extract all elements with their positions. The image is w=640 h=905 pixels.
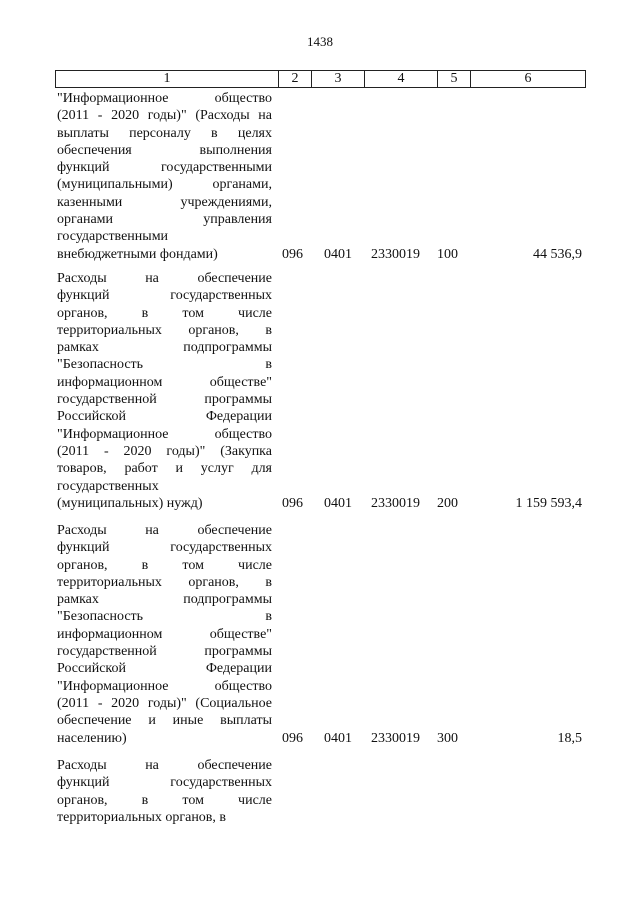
description-line: государственных	[57, 478, 159, 494]
row-description	[57, 90, 272, 263]
description-line: товаров, работ и услуг для	[57, 461, 272, 477]
cell-c3: 0401	[324, 246, 352, 262]
table-row	[57, 757, 587, 826]
row-description	[57, 522, 272, 747]
table-row	[57, 90, 587, 263]
description-line: Расходы на обеспечение	[57, 758, 272, 773]
cell-amount: 44 536,9	[533, 246, 582, 262]
cell-c3: 0401	[324, 495, 352, 511]
cell-c2: 096	[282, 730, 303, 746]
table-row	[57, 270, 587, 512]
description-line: органами управления	[57, 212, 272, 228]
description-line: территориальных органов, в	[57, 809, 227, 825]
row-description	[57, 757, 272, 826]
description-line: "Информационное общество	[57, 678, 272, 694]
description-line: государственной программы	[57, 644, 272, 660]
description-line: выплаты персоналу в целях	[57, 125, 272, 141]
cell-c2: 096	[282, 246, 303, 262]
description-line: государственными	[57, 229, 169, 245]
description-line: Расходы на обеспечение	[57, 523, 272, 538]
description-line: (2011 - 2020 годы)" (Социальное	[57, 695, 272, 711]
header-col-1: 1	[163, 71, 171, 86]
description-line: органов, в том числе	[57, 305, 272, 321]
cell-amount: 1 159 593,4	[515, 495, 582, 511]
description-line: "Информационное общество	[57, 426, 272, 442]
description-line: (2011 - 2020 годы)" (Закупка	[57, 443, 272, 459]
cell-c5: 300	[437, 730, 458, 746]
cell-c5: 100	[437, 246, 458, 262]
cell-c3: 0401	[324, 730, 352, 746]
description-line: "Безопасность в	[57, 357, 272, 373]
description-line: казенными учреждениями,	[57, 194, 272, 210]
description-line: рамках подпрограммы	[57, 592, 272, 608]
description-line: функций государственных	[57, 288, 272, 304]
description-line: информационном обществе"	[57, 374, 272, 390]
header-col-4: 4	[364, 71, 437, 87]
description-line: обеспечение и иные выплаты	[57, 713, 272, 729]
description-line: Российской Федерации	[57, 409, 272, 425]
description-line: территориальных органов, в	[57, 322, 272, 338]
cell-c2: 096	[282, 495, 303, 511]
description-line: (муниципальных) нужд)	[57, 495, 203, 511]
header-col-6: 6	[470, 71, 585, 87]
description-line: территориальных органов, в	[57, 574, 272, 590]
cell-c5: 200	[437, 495, 458, 511]
description-line: "Информационное общество	[57, 91, 272, 106]
table-header	[55, 70, 586, 88]
description-line: населению)	[57, 730, 127, 746]
header-col-2: 2	[278, 71, 311, 87]
description-line: функций государственных	[57, 775, 272, 791]
header-col-5: 5	[437, 71, 470, 87]
description-line: Российской Федерации	[57, 661, 272, 677]
description-line: обеспечения выполнения	[57, 142, 272, 158]
description-line: внебюджетными фондами)	[57, 246, 218, 262]
description-line: рамках подпрограммы	[57, 340, 272, 356]
cell-c4: 2330019	[371, 495, 420, 511]
row-description	[57, 270, 272, 512]
description-line: информационном обществе"	[57, 626, 272, 642]
description-line: "Безопасность в	[57, 609, 272, 625]
description-line: Расходы на обеспечение	[57, 271, 272, 286]
table-row	[57, 522, 587, 747]
description-line: государственной программы	[57, 392, 272, 408]
page-number: 1438	[307, 34, 333, 49]
header-col-3: 3	[311, 71, 364, 87]
cell-c4: 2330019	[371, 730, 420, 746]
cell-amount: 18,5	[557, 730, 582, 746]
description-line: функций государственных	[57, 540, 272, 556]
description-line: функций государственными	[57, 160, 272, 176]
description-line: (муниципальными) органами,	[57, 177, 272, 193]
cell-c4: 2330019	[371, 246, 420, 262]
description-line: органов, в том числе	[57, 792, 272, 808]
description-line: (2011 - 2020 годы)" (Расходы на	[57, 108, 272, 124]
description-line: органов, в том числе	[57, 557, 272, 573]
